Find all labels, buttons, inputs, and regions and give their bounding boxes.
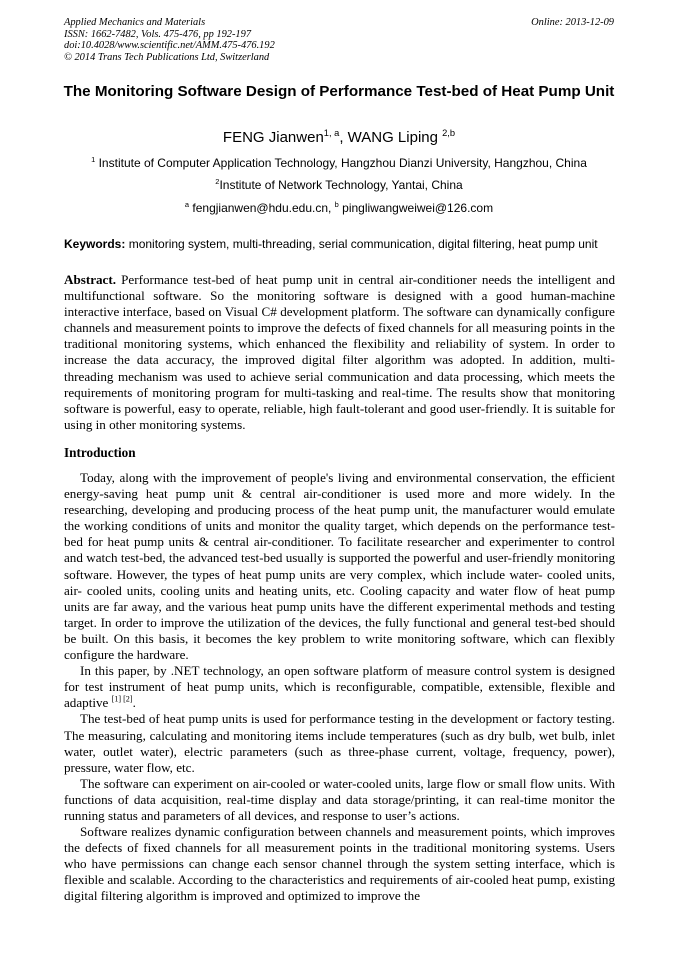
journal-name: Applied Mechanics and Materials — [64, 17, 206, 28]
journal-header — [64, 17, 275, 63]
affiliation-mark: 2 — [215, 177, 220, 186]
affiliation-text: Institute of Network Technology, Yantai, China — [219, 178, 463, 192]
author-name: FENG Jianwen — [222, 129, 324, 146]
journal-copyright: © 2014 Trans Tech Publications Ltd, Switzerland — [64, 51, 270, 63]
section-heading-introduction: Introduction — [64, 445, 136, 460]
affiliation-mark: 1 — [91, 155, 96, 164]
paragraph-end: . — [132, 695, 136, 711]
author-name: WANG Liping — [347, 129, 438, 146]
citation: [1] [2] — [111, 694, 133, 704]
paragraph-text: In this paper, by .NET technology, an open software platform of measure control system is designed for test instrument of heat pump units, which is reconfigurable, compatible, extensible, flexible and adaptive — [64, 663, 615, 711]
abstract-label: Abstract. — [64, 272, 116, 287]
email-line — [60, 201, 618, 215]
affiliation-1 — [60, 156, 618, 170]
author-affiliation-mark: 1, a — [323, 128, 340, 138]
keywords-text: monitoring system, multi-threading, serial communication, digital filtering, heat pump unit — [125, 237, 598, 251]
paper-title: The Monitoring Software Design of Performance Test-bed of Heat Pump Unit — [63, 83, 615, 100]
paragraph: The test-bed of heat pump units is used for performance testing in the development or factory testing. The measuring, calculating and monitoring items include temperatures (such as dry bulb, wet bulb, inlet water, outlet water), electric parameters (such as three-phase current, voltage, frequency, power), pressure, water flow, etc. — [64, 711, 615, 775]
email-mark: a — [184, 200, 190, 209]
keywords-label: Keywords: — [64, 237, 126, 251]
affiliation-2 — [60, 178, 618, 192]
email-mark: b — [334, 200, 339, 209]
paragraph: Today, along with the improvement of people's living and environmental conservation, the efficient energy-saving heat pump unit & central air-conditioner is used more and more widely. In the researching, developing and producing process of the heat pump unit, the manufacturer would emulate the working conditions of units and monitor the quality target, which depends on the performance test-bed for heat pump units & central air-conditioner. To facilitate researcher and experimenter to control and watch test-bed, the advanced test-bed usually is supported the powerful and user-friendly monitoring software. However, the types of heat pump units are very complex, which include water- cooled units, air- cooled units, cooling units and heating units, etc. Cooling capacity and water flow of heat pump units are far away, and the various heat pump units have the different experimental methods and testing target. In order to improve the utilization of the devices, the fully functional and general test-bed should be built. On this basis, it becomes the key problem to write monitoring software, which can flexibly configure the hardware. — [64, 470, 615, 663]
abstract-text: Performance test-bed of heat pump unit in central air-conditioner needs the intelligent and multifunctional software. So the monitoring software is designed with a good human-machine interactive interface, based on Visual C# development platform. The software can dynamically configure channels and measurement points to improve the defects of fixed channels for all measuring points in the traditional monitoring systems, which enhanced the flexibility and reliability of system. In order to increase the data accuracy, the improved digital filter algorithm was adopted. In addition, multi-threading mechanism was used to achieve serial communication and data processing, which meets the requirements of monitoring program for multi-tasking and real-time. The results show that monitoring software is powerful, easy to operate, reliable, high fault-tolerant and good user-friendly. It is suitable for using in other monitoring systems. — [64, 272, 615, 432]
paragraph — [64, 663, 615, 711]
online-date: Online: 2013-12-09 — [531, 17, 614, 28]
abstract — [64, 272, 615, 433]
email-a: fengjianwen@hdu.edu.cn, — [189, 201, 335, 215]
author-affiliation-mark: 2,b — [442, 128, 456, 138]
paragraph: Software realizes dynamic configuration between channels and measurement points, which improves the defects of fixed channels for all measurement points in the traditional monitoring systems. Users who have permissions can change each sensor channel through the system setting interface, which is flexible and scalable. According to the characteristics and requirements of air-cooled heat pump, existing digital filtering algorithm is improved and optimized to improve the — [64, 824, 615, 904]
introduction-body — [64, 470, 615, 905]
author-line: FENG Jianwen$^{1, a}$, WANG Liping $^{2,b}$ — [222, 128, 456, 146]
journal-doi: doi:10.4028/www.scientific.net/AMM.475-476.192 — [64, 40, 275, 51]
keywords — [64, 236, 615, 252]
journal-issn: ISSN: 1662-7482, Vols. 475-476, pp 192-197 — [64, 28, 252, 40]
email-b: pingliwangweiwei@126.com — [338, 201, 494, 215]
affiliation-text: Institute of Computer Application Technology, Hangzhou Dianzi University, Hangzhou, China — [95, 156, 587, 170]
paragraph: The software can experiment on air-cooled or water-cooled units, large flow or small flow units. With functions of data acquisition, real-time display and data storage/printing, it can real-time monitor the running status and parameters of all devices, and response to user’s actions. — [64, 775, 615, 823]
